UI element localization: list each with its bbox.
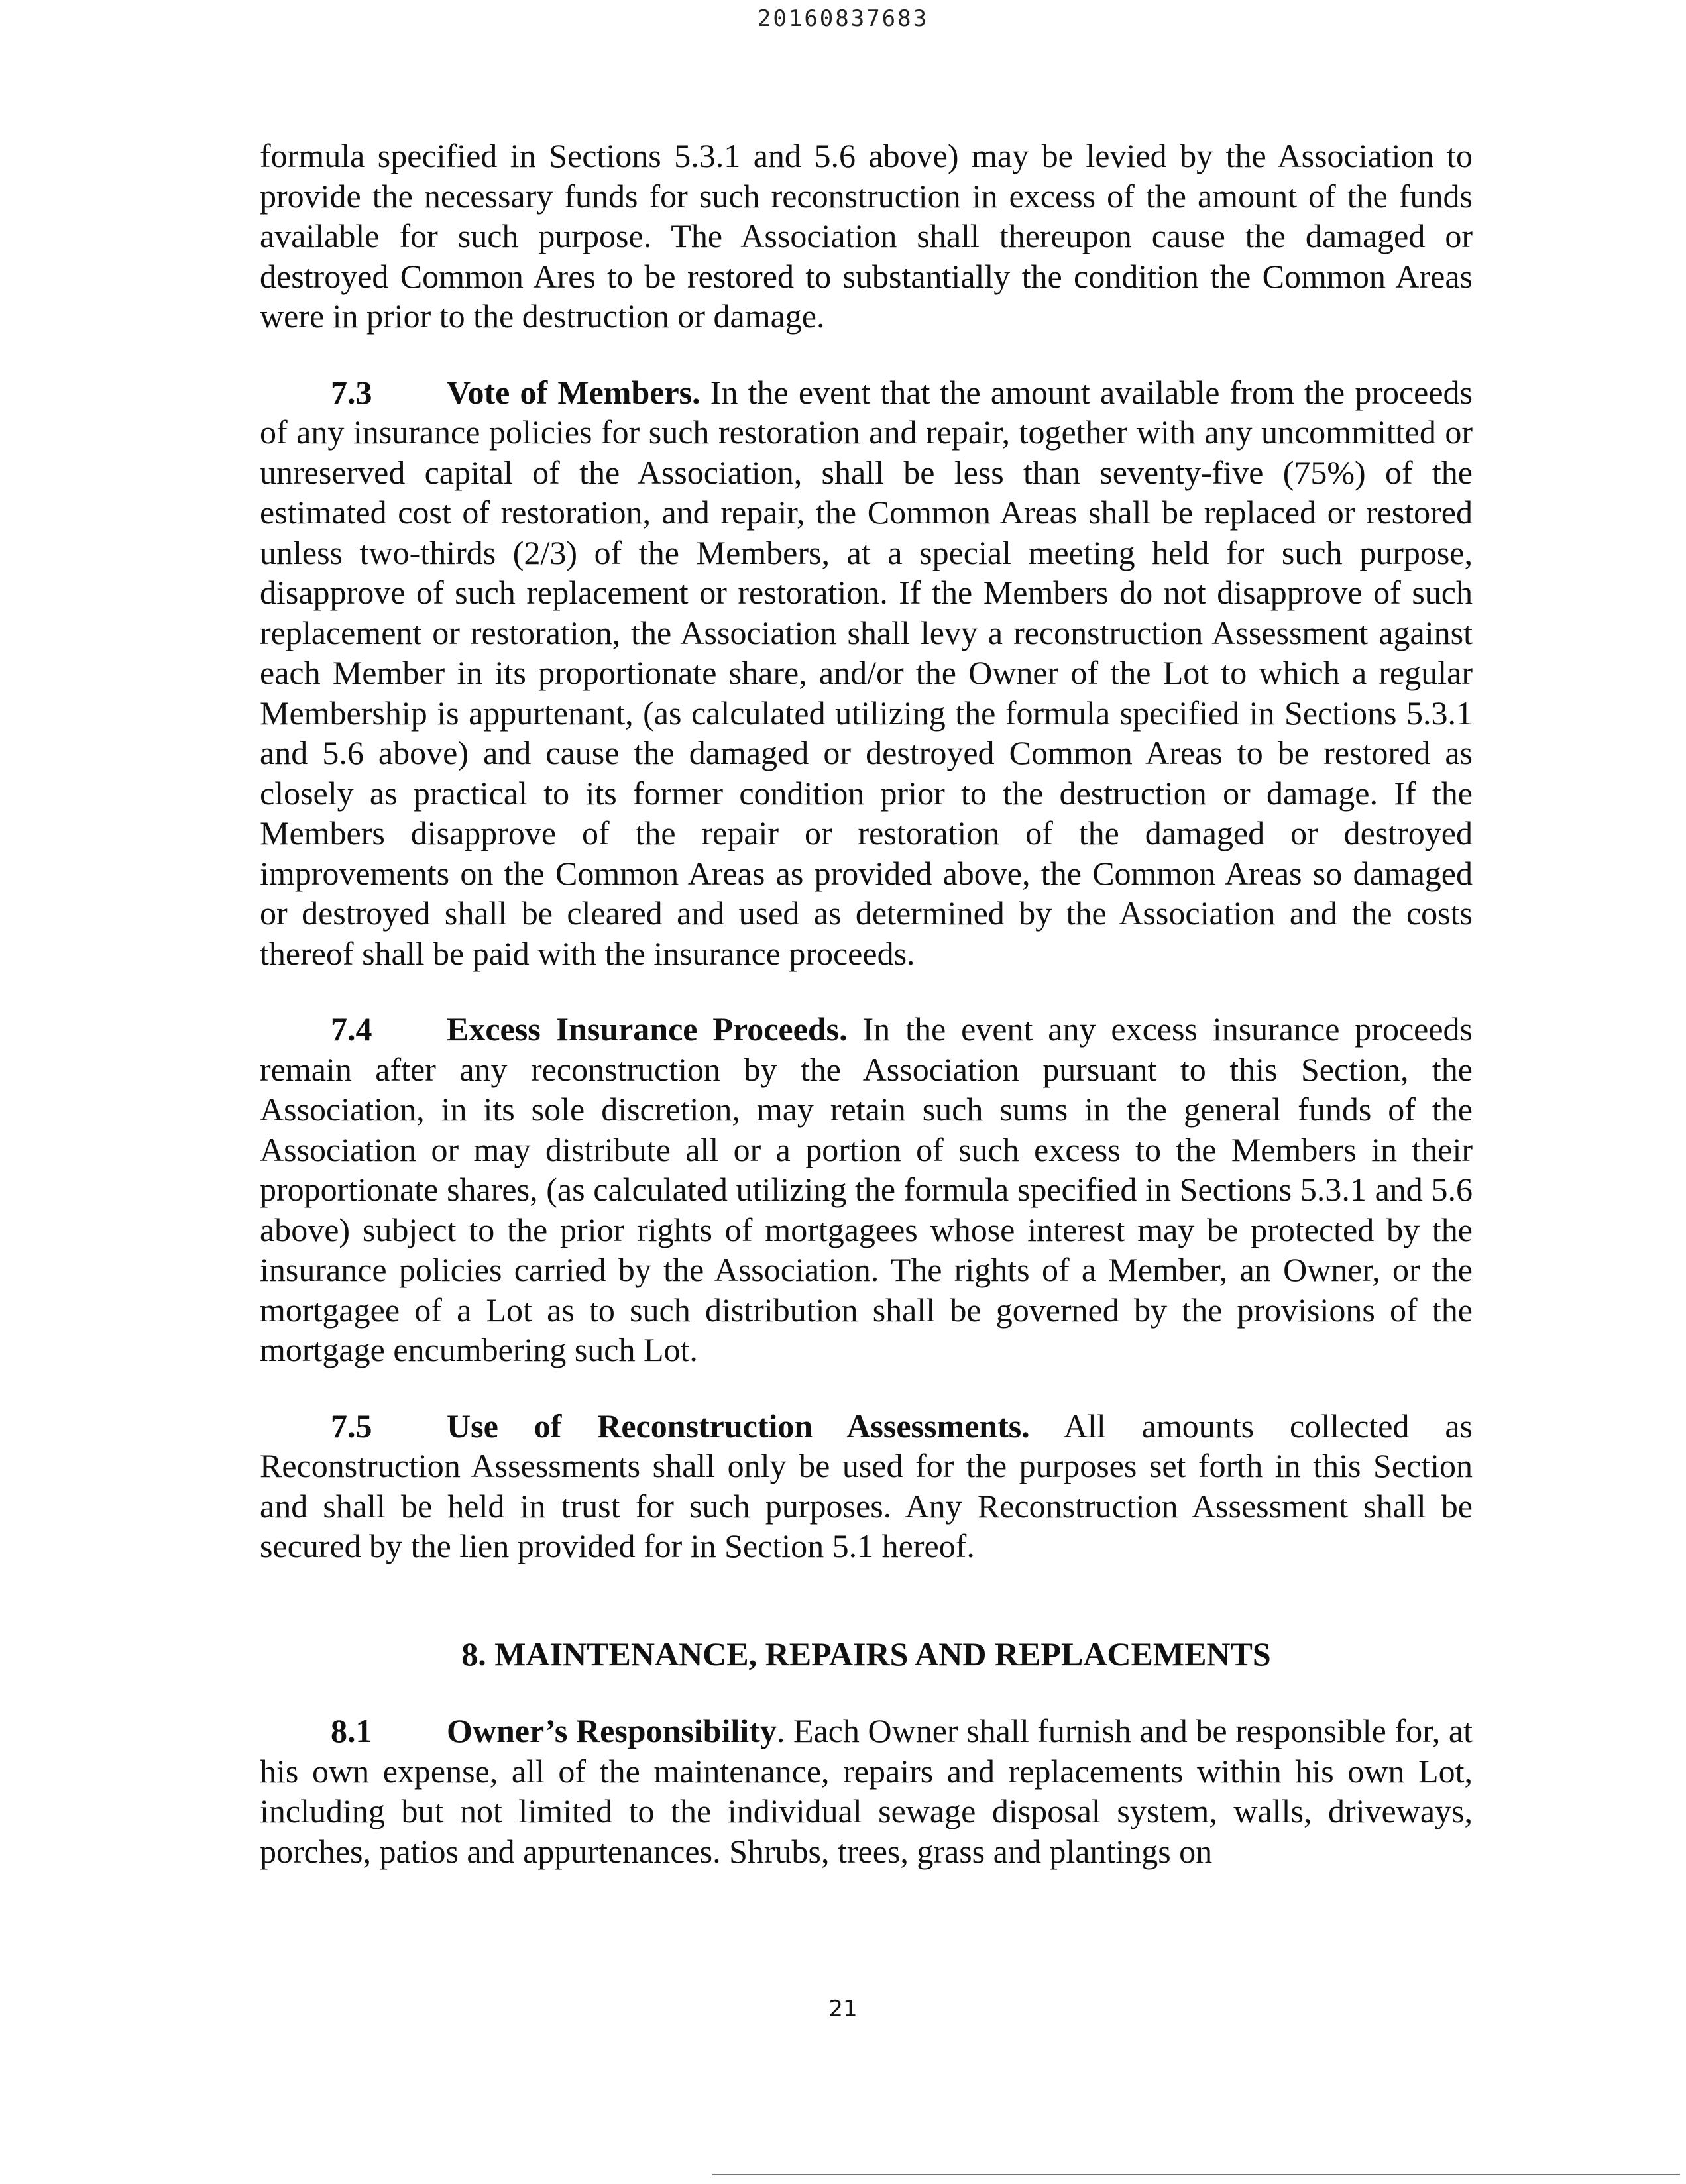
section-7-4 (260, 1009, 1473, 1370)
section-text: . Each Owner shall furnish and be responsible for, at his own expense, all of the maintenance, repairs and replacements within his own Lot, including but not limited to the individual sewage disposal system, walls, driveways, porches, patios and appurtenances. Shrubs, trees, grass and plantings on (260, 1712, 1473, 1870)
section-text: All amounts collected as Reconstruction Assessments shall only be used for the purposes set forth in this Section and shall be held in trust for such purposes. Any Reconstruction Assessment shall be secured by the lien provided for in Section 5.1 hereof. (260, 1407, 1473, 1564)
section-text: In the event that the amount available from the proceeds of any insurance policies for such restoration and repair, together with any uncommitted or unreserved capital of the Association, shall be less than seventy-five (75%) of the estimated cost of restoration, and repair, the Common Areas shall be replaced or restored unless two-thirds (2/3) of the Members, at a special meeting held for such purpose, disapprove of such replacement or restoration. If the Members do not disapprove of such replacement or restoration, the Association shall levy a reconstruction Assessment against each Member in its proportionate share, and/or the Owner of the Lot to which a regular Membership is appurtenant, (as calculated utilizing the formula specified in Sections 5.3.1 and 5.6 above) and cause the damaged or destroyed Common Areas to be restored as closely as practical to its former condition prior to the destruction or damage. If the Members disapprove of the repair or restoration of the damaged or destroyed improvements on the Common Areas as provided above, the Common Areas so damaged or destroyed shall be cleared and used as determined by the Association and the costs thereof shall be paid with the insurance proceeds. (260, 373, 1473, 972)
document-number: 20160837683 (757, 5, 929, 32)
section-7-3 (260, 372, 1473, 974)
section-number: 7.3 (331, 373, 372, 411)
section-8-heading: 8. MAINTENANCE, REPAIRS AND REPLACEMENTS (461, 1635, 1271, 1672)
section-7-5 (260, 1406, 1473, 1566)
section-title: Use of Reconstruction Assessments. (447, 1407, 1030, 1445)
section-title: Excess Insurance Proceeds. (447, 1010, 848, 1048)
section-number: 7.5 (331, 1407, 372, 1445)
page-number: 21 (828, 1996, 858, 2022)
section-number: 8.1 (331, 1712, 372, 1749)
bottom-rule (712, 2174, 1680, 2175)
section-title: Owner’s Responsibility (447, 1712, 777, 1749)
section-text: In the event any excess insurance proceeds remain after any reconstruction by the Association pursuant to this Section, the Association, in its sole discretion, may retain such sums in the general funds of the Association or may distribute all or a portion of such excess to the Members in their proportionate shares, (as calculated utilizing the formula specified in Sections 5.3.1 and 5.6 above) subject to the prior rights of mortgagees whose interest may be protected by the insurance policies carried by the Association. The rights of a Member, an Owner, or the mortgagee of a Lot as to such distribution shall be governed by the provisions of the mortgage encumbering such Lot. (260, 1010, 1473, 1368)
document-body (260, 136, 1473, 1871)
continuation-paragraph: formula specified in Sections 5.3.1 and 5.6 above) may be levied by the Association to provide the necessary funds for such reconstruction in excess of the amount of the funds available for such purpose. The Association shall thereupon cause the damaged or destroyed Common Ares to be restored to substantially the condition the Common Areas were in prior to the destruction or damage. (260, 137, 1473, 335)
section-number: 7.4 (331, 1010, 372, 1048)
section-title: Vote of Members. (447, 373, 701, 411)
section-8-1 (260, 1711, 1473, 1871)
